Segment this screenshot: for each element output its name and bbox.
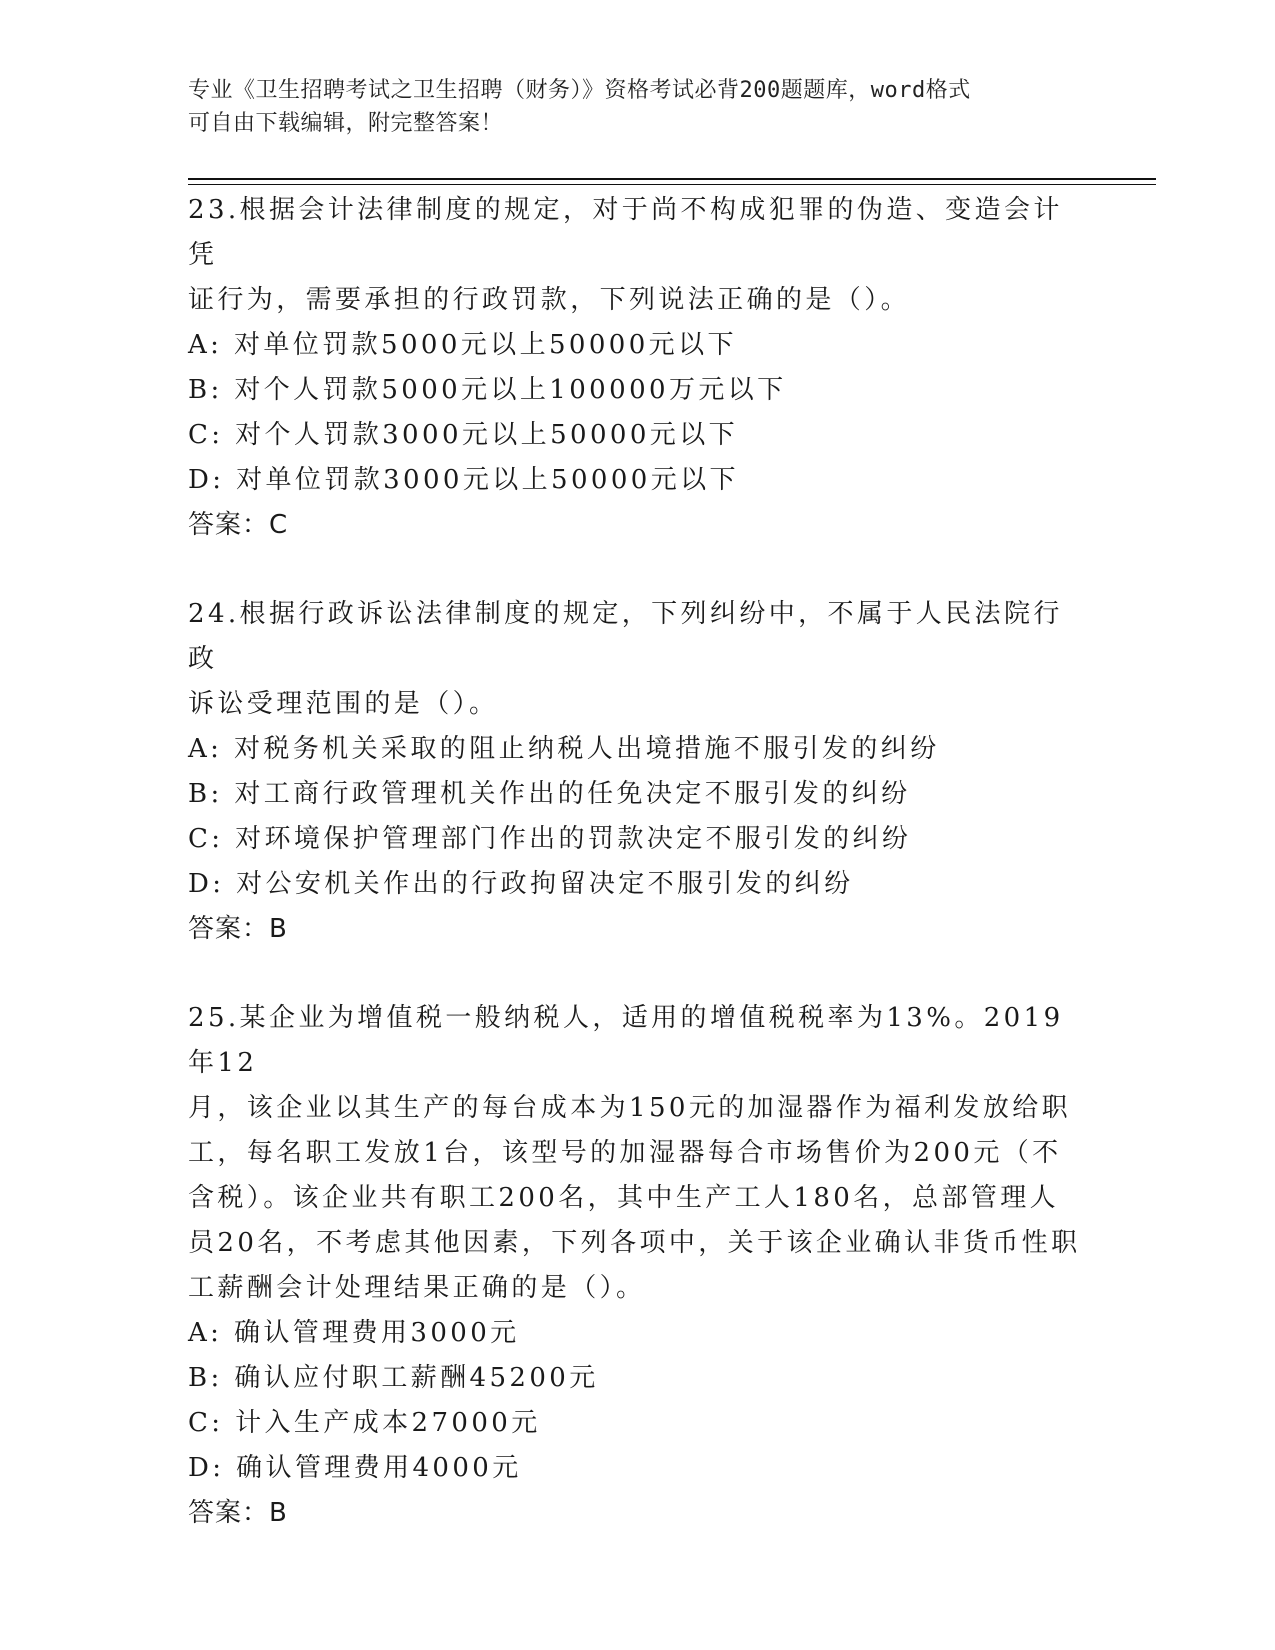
document-header — [188, 74, 1088, 140]
question-25 — [188, 996, 1088, 1536]
option-c: C: 对个人罚款3000元以上50000元以下 — [188, 420, 738, 450]
option-d: D: 确认管理费用4000元 — [188, 1453, 522, 1483]
question-stem-line: 证行为，需要承担的行政罚款，下列说法正确的是（）。 — [188, 285, 911, 315]
question-stem-line: 23.根据会计法律制度的规定，对于尚不构成犯罪的伪造、变造会计凭 — [188, 195, 1063, 270]
question-stem-line: 月，该企业以其生产的每台成本为150元的加湿器作为福利发放给职 — [188, 1093, 1072, 1123]
question-stem-line: 工薪酬会计处理结果正确的是（）。 — [188, 1273, 646, 1303]
option-b: B: 对个人罚款5000元以上100000万元以下 — [188, 375, 787, 405]
question-23 — [188, 188, 1088, 548]
option-c: C: 对环境保护管理部门作出的罚款决定不服引发的纠纷 — [188, 824, 912, 854]
option-b: B: 确认应付职工薪酬45200元 — [188, 1363, 599, 1393]
question-stem-line: 员20名，不考虑其他因素，下列各项中，关于该企业确认非货币性职 — [188, 1228, 1081, 1258]
option-a: A: 对税务机关采取的阻止纳税人出境措施不服引发的纠纷 — [188, 734, 940, 764]
question-stem-line: 24.根据行政诉讼法律制度的规定，下列纠纷中，不属于人民法院行政 — [188, 599, 1063, 674]
option-c: C: 计入生产成本27000元 — [188, 1408, 541, 1438]
header-divider-thin — [188, 184, 1156, 185]
question-stem-line: 诉讼受理范围的是（）。 — [188, 689, 499, 719]
answer-line: 答案：B — [188, 1498, 288, 1528]
answer-line: 答案：B — [188, 914, 288, 944]
question-stem-line: 含税）。该企业共有职工200名，其中生产工人180名，总部管理人 — [188, 1183, 1060, 1213]
answer-line: 答案：C — [188, 510, 289, 540]
option-d: D: 对单位罚款3000元以上50000元以下 — [188, 465, 739, 495]
option-b: B: 对工商行政管理机关作出的任免决定不服引发的纠纷 — [188, 779, 911, 809]
option-d: D: 对公安机关作出的行政拘留决定不服引发的纠纷 — [188, 869, 854, 899]
question-24 — [188, 592, 1088, 952]
question-stem-line: 25.某企业为增值税一般纳税人，适用的增值税税率为13%。2019年12 — [188, 1003, 1064, 1078]
question-stem-line: 工，每名职工发放1台，该型号的加湿器每合市场售价为200元（不 — [188, 1138, 1062, 1168]
header-line-1: 专业《卫生招聘考试之卫生招聘（财务）》资格考试必背200题题库，word格式 — [188, 78, 971, 103]
header-line-2: 可自由下载编辑，附完整答案！ — [188, 111, 504, 136]
option-a: A: 确认管理费用3000元 — [188, 1318, 520, 1348]
question-list — [188, 188, 1088, 1580]
header-divider-thick — [188, 178, 1156, 180]
option-a: A: 对单位罚款5000元以上50000元以下 — [188, 330, 737, 360]
